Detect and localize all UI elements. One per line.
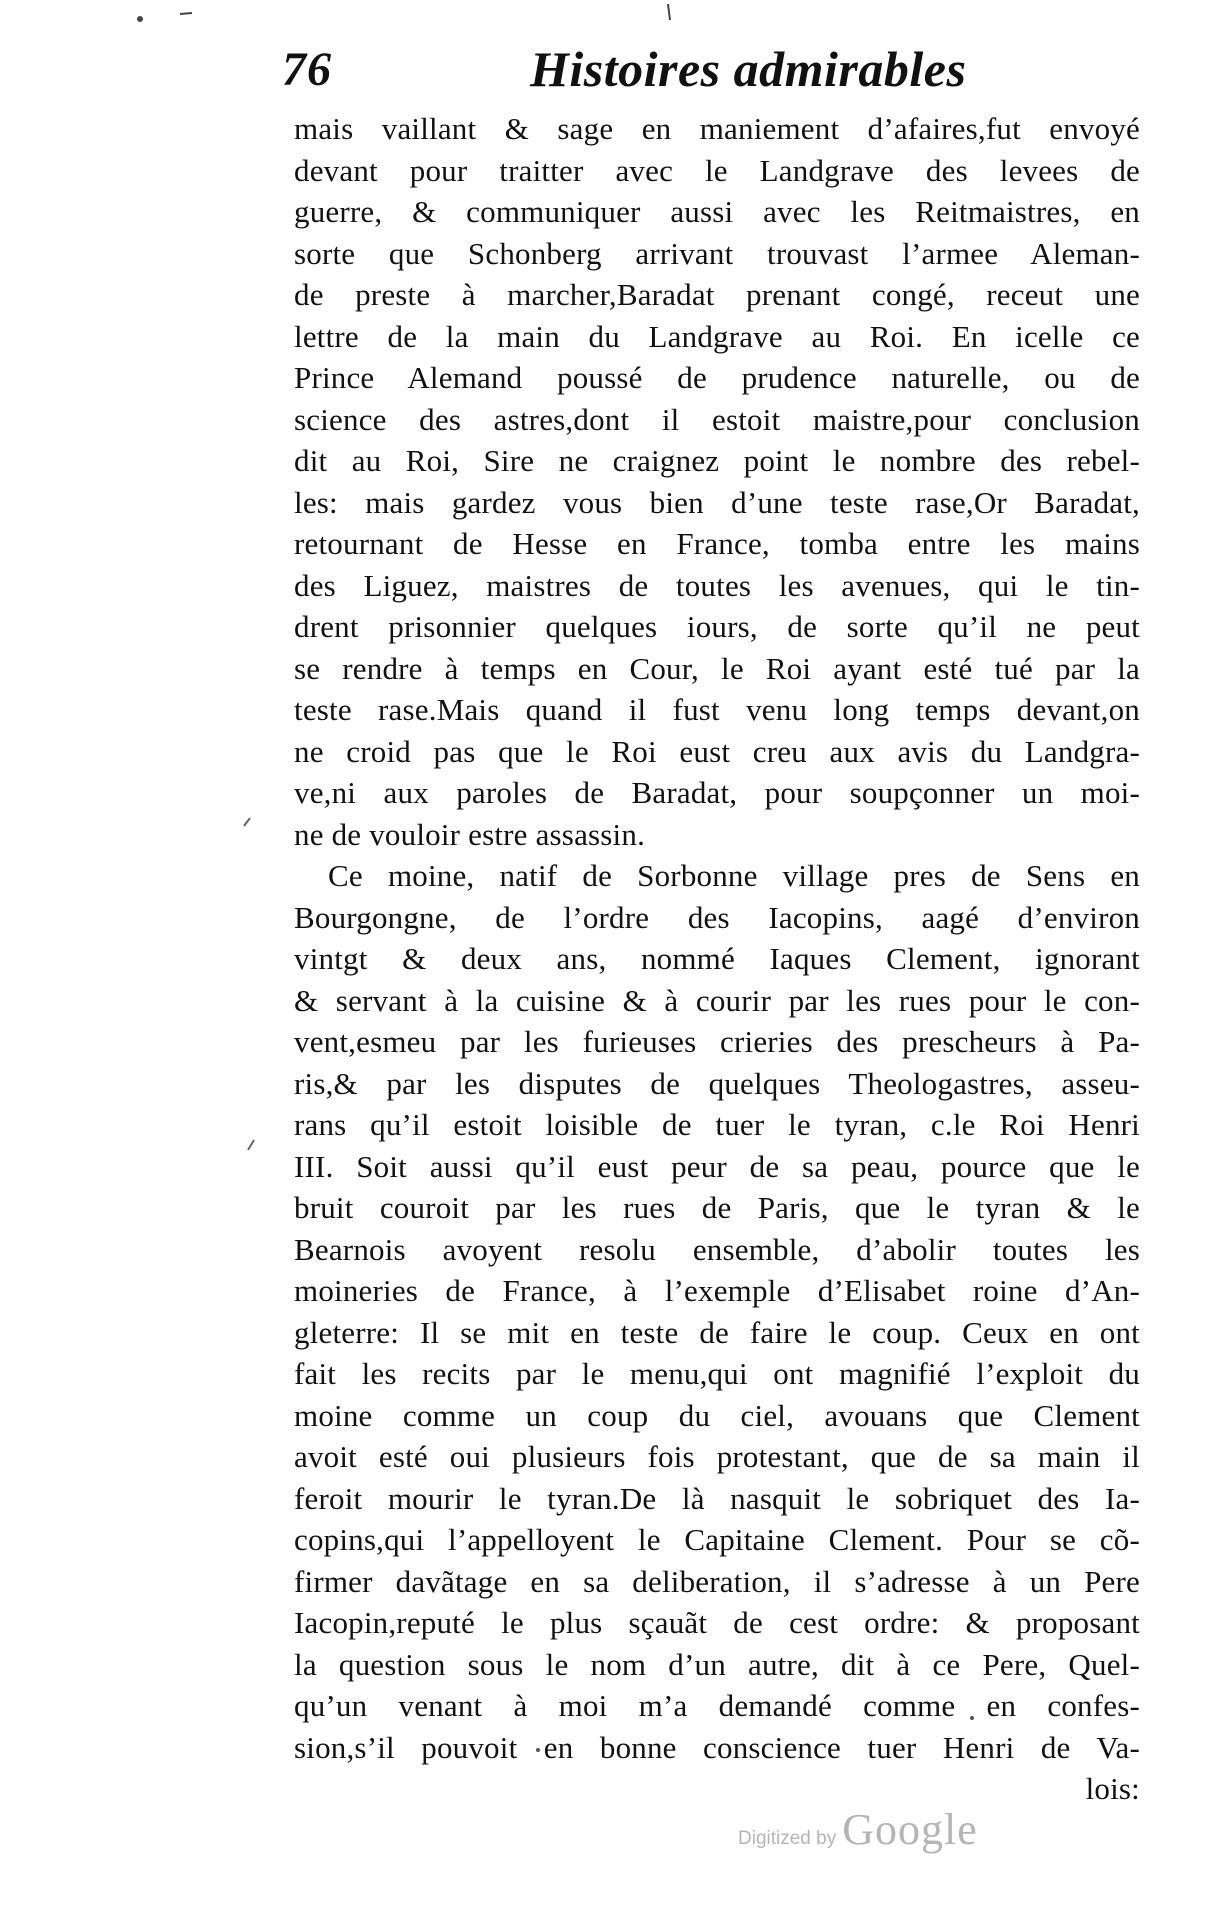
text-line: drent prisonnier quelques iours, de sorte qu’il ne peut xyxy=(294,609,1140,644)
text-line: guerre, & communiquer aussi avec les Reitmaistres, en xyxy=(294,194,1140,229)
text-line: ris,& par les disputes de quelques Theologastres, asseu- xyxy=(294,1065,1140,1101)
text-line: la question sous le nom d’un autre, dit à ce Pere, Quel- xyxy=(294,1646,1140,1682)
text-line: Ce moine, natif de Sorbonne village pres de Sens en xyxy=(328,858,1140,893)
paragraph-1 xyxy=(294,108,1140,855)
text-line: ne de vouloir estre assassin. xyxy=(294,816,646,852)
catchword: lois: xyxy=(1085,1771,1140,1806)
text-line: qu’un venant à moi m’a demandé comme en confes- xyxy=(294,1688,1140,1723)
text-line: moineries de France, à l’exemple d’Elisabet roine d’An- xyxy=(294,1273,1140,1308)
text-line: gleterre: Il se mit en teste de faire le coup. Ceux en ont xyxy=(294,1314,1140,1350)
text-line: mais vaillant & sage en maniement d’afaires,fut envoyé xyxy=(294,111,1140,146)
text-line: les: mais gardez vous bien d’une teste rase,Or Baradat, xyxy=(294,484,1140,520)
text-line: feroit mourir le tyran.De là nasquit le sobriquet des Ia- xyxy=(294,1480,1140,1516)
text-line: lettre de la main du Landgrave au Roi. En icelle ce xyxy=(294,318,1140,354)
text-line: moine comme un coup du ciel, avouans que Clement xyxy=(294,1397,1140,1433)
body-text xyxy=(294,108,1140,1810)
page-number: 76 xyxy=(282,43,332,96)
text-line: Prince Alemand poussé de prudence naturelle, ou de xyxy=(294,360,1140,395)
text-line: & servant à la cuisine & à courir par les rues pour le con- xyxy=(294,982,1140,1018)
text-line: teste rase.Mais quand il fust venu long temps devant,on xyxy=(294,692,1140,727)
text-line: devant pour traitter avec le Landgrave des levees de xyxy=(294,152,1140,188)
text-line: des Liguez, maistres de toutes les avenues, qui le tin- xyxy=(294,567,1140,603)
text-line: science des astres,dont il estoit maistre,pour conclusion xyxy=(294,401,1140,437)
text-line: III. Soit aussi qu’il eust peur de sa peau, pource que le xyxy=(294,1148,1140,1184)
running-head: Histoires admirables xyxy=(530,41,967,97)
text-line: copins,qui l’appelloyent le Capitaine Clement. Pour se cõ- xyxy=(294,1522,1140,1557)
text-line: ne croid pas que le Roi eust creu aux avis du Landgra- xyxy=(294,733,1140,769)
text-line: vent,esmeu par les furieuses crieries des prescheurs à Pa- xyxy=(294,1024,1140,1059)
text-line: se rendre à temps en Cour, le Roi ayant esté tué par la xyxy=(294,650,1140,686)
text-line: dit au Roi, Sire ne craignez point le nombre des rebel- xyxy=(294,443,1140,478)
text-line: retournant de Hesse en France, tomba entre les mains xyxy=(294,526,1140,561)
text-line: sorte que Schonberg arrivant trouvast l’armee Aleman- xyxy=(294,235,1140,271)
text-line: fait les recits par le menu,qui ont magnifié l’exploit du xyxy=(294,1356,1140,1391)
google-logo: Google xyxy=(842,1805,978,1854)
text-line: avoit esté oui plusieurs fois protestant, que de sa main il xyxy=(294,1439,1140,1474)
text-line: Bearnois avoyent resolu ensemble, d’abolir toutes les xyxy=(294,1231,1140,1267)
google-watermark xyxy=(738,1804,978,1855)
text-line: sion,s’il pouvoit en bonne conscience tuer Henri de Va- xyxy=(294,1729,1140,1765)
text-line: ve,ni aux paroles de Baradat, pour soupçonner un moi- xyxy=(294,775,1140,810)
text-line: firmer davãtage en sa deliberation, il s’adresse à un Pere xyxy=(294,1563,1140,1599)
text-line: vintgt & deux ans, nommé Iaques Clement, ignorant xyxy=(294,941,1140,976)
text-line: bruit couroit par les rues de Paris, que le tyran & le xyxy=(294,1190,1140,1225)
text-line: Bourgongne, de l’ordre des Iacopins, aagé d’environ xyxy=(294,899,1140,935)
text-line: de preste à marcher,Baradat prenant congé, receut une xyxy=(294,277,1140,312)
digitized-by-label: Digitized by xyxy=(738,1828,837,1849)
text-line: Iacopin,reputé le plus sçauãt de cest ordre: & proposant xyxy=(294,1605,1140,1640)
text-line: rans qu’il estoit loisible de tuer le tyran, c.le Roi Henri xyxy=(294,1107,1140,1142)
paragraph-2 xyxy=(294,855,1140,1810)
